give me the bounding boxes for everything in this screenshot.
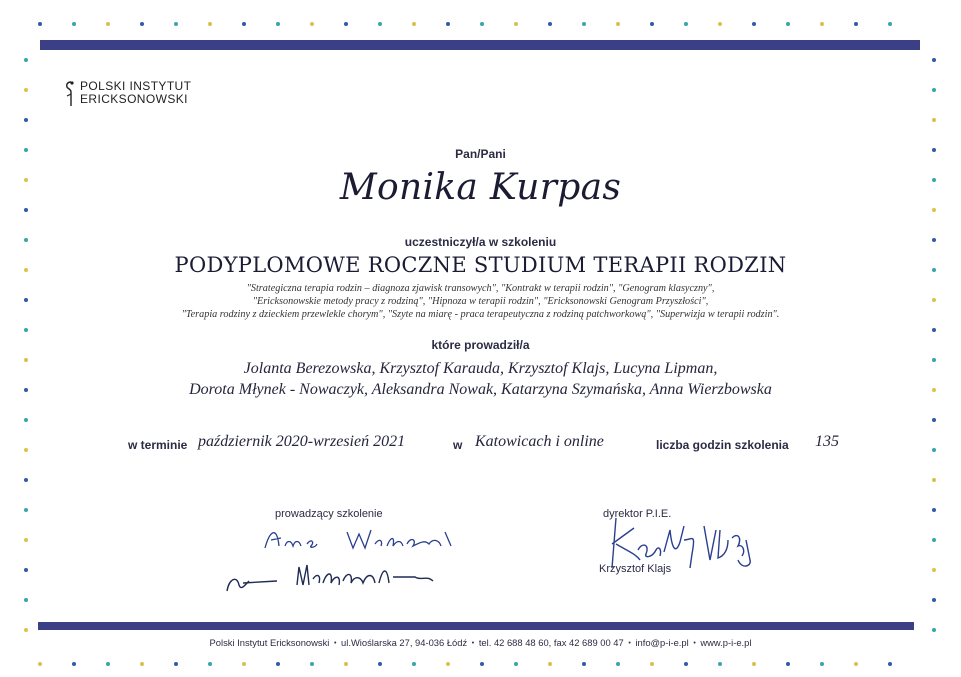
institute-name-line1: POLSKI INSTYTUT	[80, 79, 192, 93]
border-dot	[888, 22, 892, 26]
footer-separator: •	[628, 640, 631, 648]
border-dot	[208, 662, 212, 666]
border-dot	[514, 662, 518, 666]
border-dot	[932, 418, 936, 422]
module-list	[0, 282, 961, 321]
border-dot	[242, 22, 246, 26]
border-dot	[24, 598, 28, 602]
border-dot	[932, 208, 936, 212]
hours-value: 135	[815, 433, 839, 450]
border-dot	[718, 22, 722, 26]
border-dot	[72, 662, 76, 666]
border-dot	[932, 58, 936, 62]
border-dot	[684, 662, 688, 666]
border-dot	[24, 478, 28, 482]
term-value: październik 2020-wrzesień 2021	[198, 433, 406, 450]
border-dot	[24, 538, 28, 542]
border-dot	[24, 508, 28, 512]
participation-statement: uczestniczył/a w szkoleniu	[404, 235, 557, 249]
hours-label: liczba godzin szkolenia	[656, 438, 789, 452]
border-dot	[480, 22, 484, 26]
border-dot	[24, 418, 28, 422]
module-line: "Ericksonowskie metody pracy z rodziną", "Hipnoza w terapii rodzin", "Ericksonowski Genogram Przyszłości",	[252, 296, 709, 307]
border-dot	[786, 662, 790, 666]
border-dot	[650, 22, 654, 26]
border-dot	[106, 22, 110, 26]
institute-name	[80, 80, 191, 106]
place-label: w	[453, 438, 463, 452]
border-dot	[24, 628, 28, 632]
trainer-signature-2	[215, 555, 455, 600]
director-signature	[592, 510, 762, 590]
footer-contact	[0, 637, 961, 648]
top-band	[40, 40, 920, 50]
border-dot	[820, 22, 824, 26]
footer-email: info@p-i-e.pl	[635, 637, 689, 648]
border-dot	[412, 22, 416, 26]
border-dot	[174, 22, 178, 26]
border-dot	[932, 328, 936, 332]
border-dot	[24, 118, 28, 122]
border-dot	[932, 118, 936, 122]
trainer-signature-1	[255, 518, 465, 558]
border-dot	[208, 22, 212, 26]
border-dot	[480, 662, 484, 666]
border-dot	[786, 22, 790, 26]
border-dot	[854, 22, 858, 26]
border-dot	[752, 662, 756, 666]
course-title: PODYPLOMOWE ROCZNE STUDIUM TERAPII RODZIN	[174, 253, 787, 277]
border-dot	[378, 22, 382, 26]
border-dot	[514, 22, 518, 26]
border-dot	[38, 662, 42, 666]
border-dot	[412, 662, 416, 666]
border-dot	[582, 662, 586, 666]
footer-phone: tel. 42 688 48 60, fax 42 689 00 47	[478, 637, 624, 648]
border-dot	[932, 448, 936, 452]
footer-separator: •	[471, 640, 475, 648]
border-dot	[24, 568, 28, 572]
border-dot	[820, 662, 824, 666]
border-dot	[24, 88, 28, 92]
border-dot	[548, 22, 552, 26]
bottom-band	[38, 622, 914, 630]
border-dot	[932, 538, 936, 542]
border-dot	[140, 22, 144, 26]
place-value: Katowicach i online	[475, 433, 604, 450]
border-dot	[616, 22, 620, 26]
border-dot	[446, 662, 450, 666]
border-dot	[276, 662, 280, 666]
institute-logo	[62, 80, 191, 108]
border-dot	[718, 662, 722, 666]
border-dot	[932, 88, 936, 92]
border-dot	[38, 22, 42, 26]
border-dot	[582, 22, 586, 26]
trainers-signature-label: prowadzący szkolenie	[275, 508, 383, 520]
director-signature-label: dyrektor P.I.E.	[603, 508, 672, 520]
recipient-name: Monika Kurpas	[339, 167, 622, 208]
border-dot	[752, 22, 756, 26]
footer-separator: •	[333, 640, 337, 648]
logo-figure-icon	[62, 80, 78, 108]
border-dot	[650, 662, 654, 666]
footer-website: www.p-i-e.pl	[700, 637, 752, 648]
footer-address: ul.Wioślarska 27, 94-036 Łódź	[341, 637, 468, 648]
border-dot	[932, 568, 936, 572]
border-dot	[310, 662, 314, 666]
border-dot	[932, 598, 936, 602]
border-dot	[344, 22, 348, 26]
border-dot	[854, 662, 858, 666]
footer-org: Polski Instytut Ericksonowski	[209, 637, 330, 648]
border-dot	[446, 22, 450, 26]
border-dot	[106, 662, 110, 666]
border-dot	[72, 22, 76, 26]
salutation: Pan/Pani	[455, 147, 506, 161]
term-label: w terminie	[128, 438, 188, 452]
border-dot	[616, 662, 620, 666]
border-dot	[24, 328, 28, 332]
footer-separator: •	[693, 640, 696, 648]
module-line: "Strategiczna terapia rodzin – diagnoza zjawisk transowych", "Kontrakt w terapii rodzin", "Genogram klasyczny",	[246, 283, 715, 294]
border-dot	[932, 628, 936, 632]
led-by-label: które prowadził/a	[431, 338, 530, 352]
border-dot	[174, 662, 178, 666]
border-dot	[276, 22, 280, 26]
border-dot	[932, 508, 936, 512]
border-dot	[24, 58, 28, 62]
instructor-line: Dorota Młynek - Nowaczyk, Aleksandra Nowak, Katarzyna Szymańska, Anna Wierzbowska	[189, 381, 772, 398]
border-dot	[548, 662, 552, 666]
border-dot	[24, 448, 28, 452]
instructor-list	[0, 358, 961, 400]
instructor-line: Jolanta Berezowska, Krzysztof Karauda, Krzysztof Klajs, Lucyna Lipman,	[243, 360, 718, 377]
institute-name-line2: ERICKSONOWSKI	[80, 92, 188, 106]
border-dot	[24, 208, 28, 212]
border-dot	[140, 662, 144, 666]
director-name: Krzysztof Klajs	[599, 563, 672, 575]
border-dot	[684, 22, 688, 26]
border-dot	[378, 662, 382, 666]
border-dot	[310, 22, 314, 26]
border-dot	[242, 662, 246, 666]
border-dot	[888, 662, 892, 666]
border-dot	[932, 478, 936, 482]
module-line: "Terapia rodziny z dzieckiem przewlekle chorym", "Szyte na miarę - praca terapeutyczna z rodziną patchworkową", "Superwizja w terapii rodzin".	[181, 309, 780, 320]
border-dot	[344, 662, 348, 666]
